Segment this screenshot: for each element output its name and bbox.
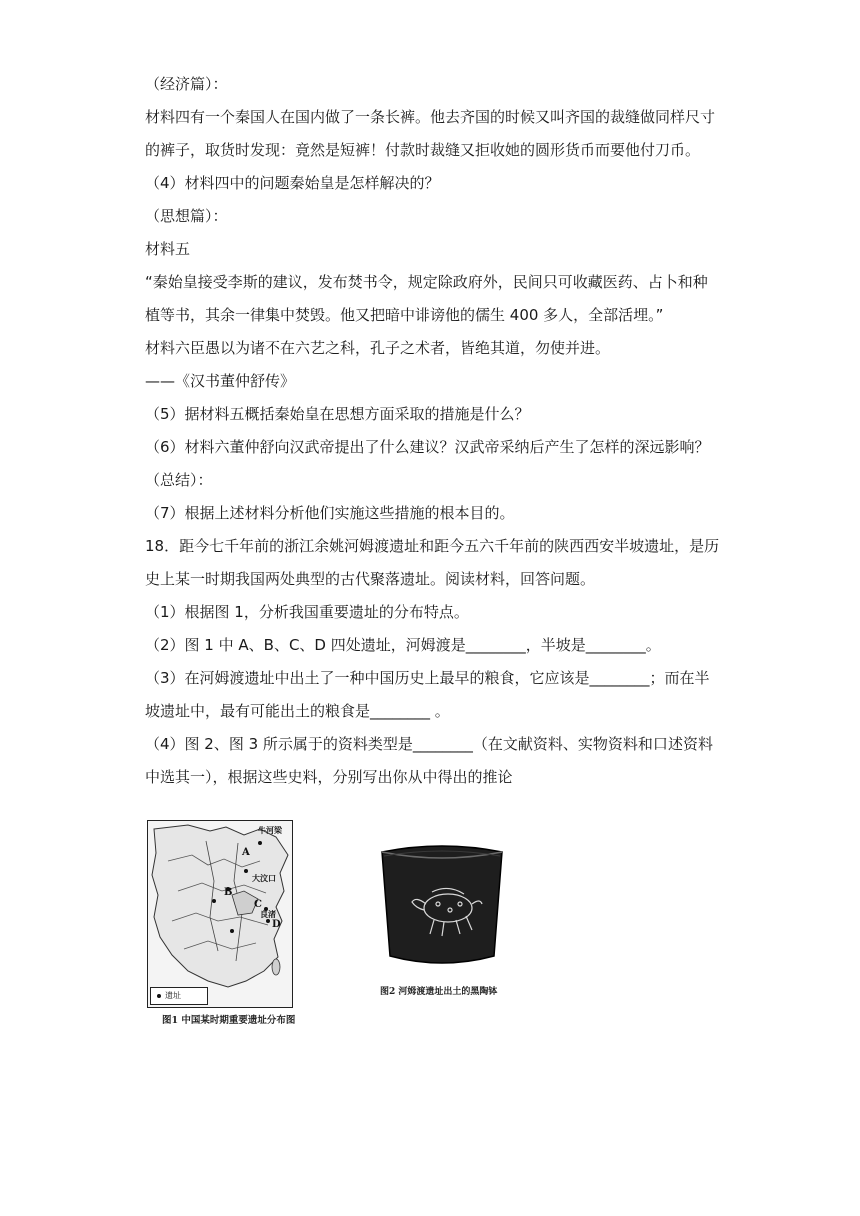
question-5: （5）据材料五概括秦始皇在思想方面采取的措施是什么？	[145, 405, 530, 423]
map-label-b: B	[224, 887, 233, 898]
question-18-stem-line-2: 史上某一时期我国两处典型的古代聚落遗址。阅读材料，回答问题。	[145, 570, 596, 588]
material-5-title: 材料五	[145, 240, 191, 258]
map-label-top: 牛河梁	[258, 825, 282, 835]
black-pottery-bowl-illustration	[372, 838, 512, 972]
material-5-line-1: “秦始皇接受李斯的建议，发布焚书令，规定除政府外，民间只可收藏医药、占卜和种	[145, 273, 708, 291]
question-18-2: （2）图 1 中 A、B、C、D 四处遗址，河姆渡是________，半坡是________。	[145, 636, 661, 654]
map-label-d: D	[272, 919, 281, 930]
map-label-c: C	[254, 899, 262, 910]
map-label-mid: 大汶口	[252, 873, 276, 883]
material-5-line-2: 植等书，其余一律集中焚毁。他又把暗中诽谤他的儒生 400 多人，全部活埋。”	[145, 306, 664, 324]
question-18-3-line-2: 坡遗址中，最有可能出土的粮食是________ 。	[145, 702, 450, 720]
figure-1-map	[147, 820, 293, 1008]
figure-1-caption: 图1 中国某时期重要遗址分布图	[162, 1015, 296, 1026]
legend-label: 遗址	[165, 991, 181, 1000]
question-18-3-line-1: （3）在河姆渡遗址中出土了一种中国历史上最早的粮食，它应该是________；而在半	[145, 669, 710, 687]
material-6-text: 材料六臣愚以为诸不在六艺之科，孔子之术者，皆绝其道，勿使并进。	[145, 339, 611, 357]
map-label-lower: 良渚	[260, 909, 276, 919]
material-6-source: ——《汉书董仲舒传》	[145, 372, 296, 390]
question-18-4-line-2: 中选其一），根据这些史料，分别写出你从中得出的推论	[145, 768, 513, 786]
question-18-1: （1）根据图 1，分析我国重要遗址的分布特点。	[145, 603, 469, 621]
map-label-a: A	[242, 847, 250, 858]
question-18-stem-line-1: 18．距今七千年前的浙江余姚河姆渡遗址和距今五六千年前的陕西西安半坡遗址，是历	[145, 537, 720, 555]
map-legend	[150, 987, 208, 1005]
section-summary-heading: （总结）：	[145, 471, 213, 489]
section-thought-heading: （思想篇）：	[145, 207, 228, 225]
question-6: （6）材料六董仲舒向汉武帝提出了什么建议？汉武帝采纳后产生了怎样的深远影响？	[145, 438, 710, 456]
material-4-line-1: 材料四有一个秦国人在国内做了一条长裤。他去齐国的时候又叫齐国的裁缝做同样尺寸	[145, 108, 716, 126]
site-dot-icon	[157, 994, 161, 998]
figure-2-caption: 图2 河姆渡遗址出土的黑陶钵	[380, 987, 498, 997]
question-18-4-line-1: （4）图 2、图 3 所示属于的资料类型是________（在文献资料、实物资料和口述资料	[145, 735, 713, 753]
section-economy-heading: （经济篇）：	[145, 75, 228, 93]
figure-2-pottery-image	[372, 838, 512, 972]
material-4-line-2: 的裤子，取货时发现：竟然是短裤！付款时裁缝又拒收她的圆形货币而要他付刀币。	[145, 141, 701, 159]
question-4: （4）材料四中的问题秦始皇是怎样解决的？	[145, 174, 440, 192]
question-7: （7）根据上述材料分析他们实施这些措施的根本目的。	[145, 504, 515, 522]
